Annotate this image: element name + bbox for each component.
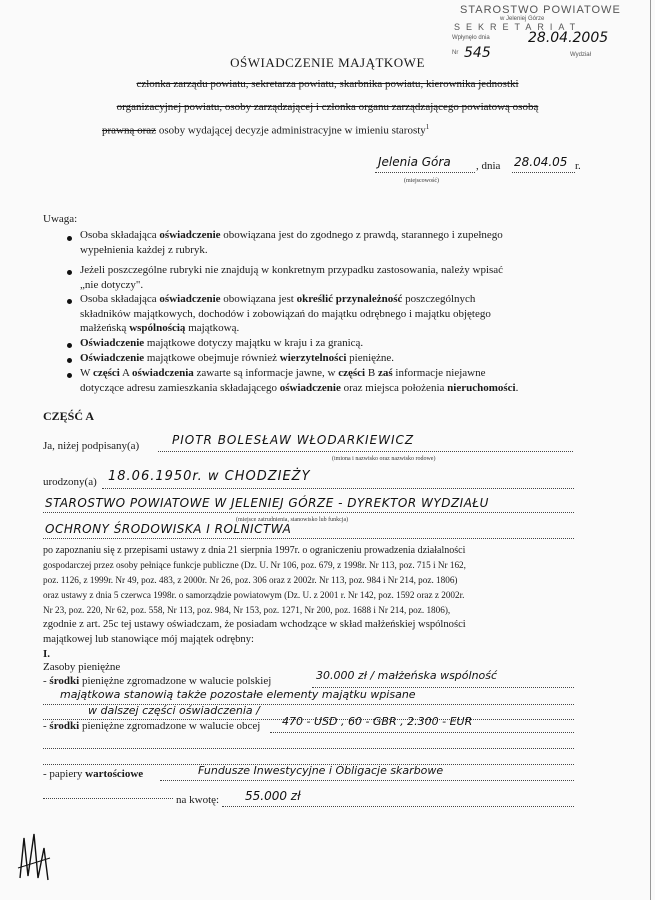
date-underline [512, 172, 575, 173]
bullet [67, 236, 72, 241]
papers-value: Fundusze Inwestycyjne i Obligacje skarbowe [198, 764, 444, 777]
foreign-value: 470 - USD , 60 - GBR , 2.300 - EUR [282, 715, 473, 728]
date-value: 28.04.05 [514, 155, 568, 169]
pln-label: - środki pieniężne zgromadzone w walucie polskiej [43, 675, 272, 687]
footnote-mark: 1 [425, 123, 430, 131]
note-6-line-1: W części A oświadczenia zawarte są informacje jawne, w części B zaś informacje niejawne [80, 367, 486, 379]
place-value: Jelenia Góra [378, 155, 451, 169]
pln-value-1: 30.000 zł / małżeńska wspólność [316, 669, 498, 682]
kwota-value: 55.000 zł [245, 789, 301, 803]
bullet [67, 270, 72, 275]
uwaga-label: Uwaga: [43, 213, 78, 225]
signer-underline [158, 451, 573, 452]
signer-label: Ja, niżej podpisany(a) [43, 440, 140, 452]
kwota-underline [222, 806, 574, 807]
workplace-underline-2 [43, 538, 574, 539]
signer-name: PIOTR BOLESŁAW WŁODARKIEWICZ [172, 433, 415, 447]
subtitle-rest: osoby wydającej decyzje administracyjne w imieniu starosty [158, 124, 426, 137]
document-title: OŚWIADCZENIE MAJĄTKOWE [230, 55, 425, 70]
workplace-line-1: STAROSTWO POWIATOWE W JELENIEJ GÓRZE - DYREKTOR WYDZIAŁU [45, 496, 489, 510]
note-5: Oświadczenie majątkowe obejmuje również wierzytelności pieniężne. [80, 352, 395, 364]
legal-line-6: zgodnie z art. 25c tej ustawy oświadczam, że posiadam wchodzące w skład małżeńskiej wspólności [43, 619, 466, 630]
bullet [67, 373, 72, 378]
stamp-nr-value: 545 [464, 45, 491, 61]
stamp-wydzial-label: Wydział [570, 52, 591, 58]
pln-value-3: w dalszej części oświadczenia / [88, 704, 260, 717]
born-label: urodzony(a) [43, 476, 97, 488]
workplace-line-2: OCHRONY ŚRODOWISKA I ROLNICTWA [45, 522, 292, 536]
stamp-received-date: 28.04.2005 [528, 30, 609, 46]
subtitle-line [102, 123, 429, 137]
struck-line-2: organizacyjnej powiatu, osoby zarządzającej i członka organu zarządzającego powiatową osobą [116, 101, 539, 113]
note-1-line-1: Osoba składająca oświadczenie obowiązana jest do zgodnego z prawdą, starannego i zupełnego [80, 229, 503, 241]
papers-label: - papiery wartościowe [43, 768, 144, 780]
workplace-caption: (miejsce zatrudnienia, stanowisko lub funkcja) [236, 517, 349, 523]
note-1-line-2: wypełnienia każdej z rubryk. [80, 244, 208, 256]
note-4: Oświadczenie majątkowe dotyczy majątku w kraju i za granicą. [80, 337, 364, 349]
section-i: I. [43, 648, 51, 660]
blank-line [43, 798, 173, 799]
bullet [67, 299, 72, 304]
note-2-line-1: Jeżeli poszczególne rubryki nie znajdują w konkretnym przypadku zastosowania, należy wpisać [80, 264, 504, 276]
stamp-sekretariat: SEKRETARIAT [454, 22, 582, 32]
zasoby-label: Zasoby pieniężne [43, 661, 121, 673]
blank-line [43, 748, 574, 749]
note-6-line-2: dotyczące adresu zamieszkania składającego oświadczenie oraz miejsca położenia nieruchomości. [80, 382, 519, 394]
legal-line-4: oraz ustawy z dnia 5 czerwca 1998r. o samorządzie powiatowym (Dz. U. z 2001 r. Nr 142, poz. 1592 oraz z 2002r. [43, 590, 465, 600]
legal-line-5: Nr 23, poz. 220, Nr 62, poz. 558, Nr 113, poz. 984, Nr 153, poz. 1271, Nr 200, poz. 1688 i Nr 214, poz. 1806), [43, 605, 451, 615]
note-3-line-1: Osoba składająca oświadczenie obowiązana jest określić przynależność poszczególnych [80, 293, 476, 305]
dnia-label: , dnia [476, 160, 501, 172]
legal-line-7: majątkowej lub stanowiące mój majątek odrębny: [43, 634, 254, 645]
struck-line-3: prawną oraz [102, 124, 157, 137]
part-a-heading: CZĘŚĆ A [43, 409, 95, 423]
legal-line-3: poz. 1126, z 1999r. Nr 49, poz. 483, z 2000r. Nr 26, poz. 306 oraz z 2002r. Nr 113, poz. 984 i Nr 214, poz. 1806) [43, 575, 458, 585]
place-caption: (miejscowość) [404, 178, 439, 184]
foreign-label: - środki pieniężne zgromadzone w walucie obcej [43, 720, 261, 732]
papers-underline [160, 780, 574, 781]
born-underline [102, 488, 574, 489]
struck-line-1: członka zarządu powiatu, sekretarza powiatu, skarbnika powiatu, kierownika jednostki [136, 78, 519, 90]
date-suffix: r. [575, 160, 581, 172]
stamp-city: w Jeleniej Górze [500, 16, 545, 22]
legal-line-1: po zapoznaniu się z przepisami ustawy z dnia 21 sierpnia 1997r. o ograniczeniu prowadzenia działalności [43, 545, 466, 556]
bullet [67, 343, 72, 348]
initials-signature [16, 828, 52, 884]
note-3-line-2: składników majątkowych, dochodów i zobowiązań do majątku odrębnego i majątku objętego [80, 308, 491, 320]
stamp-office: STAROSTWO POWIATOWE [460, 4, 621, 16]
born-value: 18.06.1950r. w CHODZIEŻY [108, 469, 311, 484]
legal-line-2: gospodarczej przez osoby pełniące funkcje publiczne (Dz. U. Nr 106, poz. 679, z 1998r. Nr 113, poz. 715 i Nr 162, [43, 560, 466, 570]
place-underline [375, 172, 475, 173]
foreign-underline [270, 732, 574, 733]
bullet [67, 358, 72, 363]
signer-name-caption: (imiona i nazwisko oraz nazwisko rodowe) [332, 456, 436, 462]
workplace-underline-1 [43, 512, 574, 513]
note-2-line-2: „nie dotyczy". [80, 279, 144, 291]
pln-value-2: majątkowa stanowią także pozostałe elementy majątku wpisane [60, 688, 416, 701]
stamp-received-label: Wpłynęło dnia [452, 35, 490, 41]
note-3-line-3: małżeńską wspólnością majątkową. [80, 322, 240, 334]
page-edge [650, 0, 651, 900]
kwota-label: na kwotę: [176, 794, 220, 806]
stamp-nr-label: Nr [452, 50, 459, 56]
